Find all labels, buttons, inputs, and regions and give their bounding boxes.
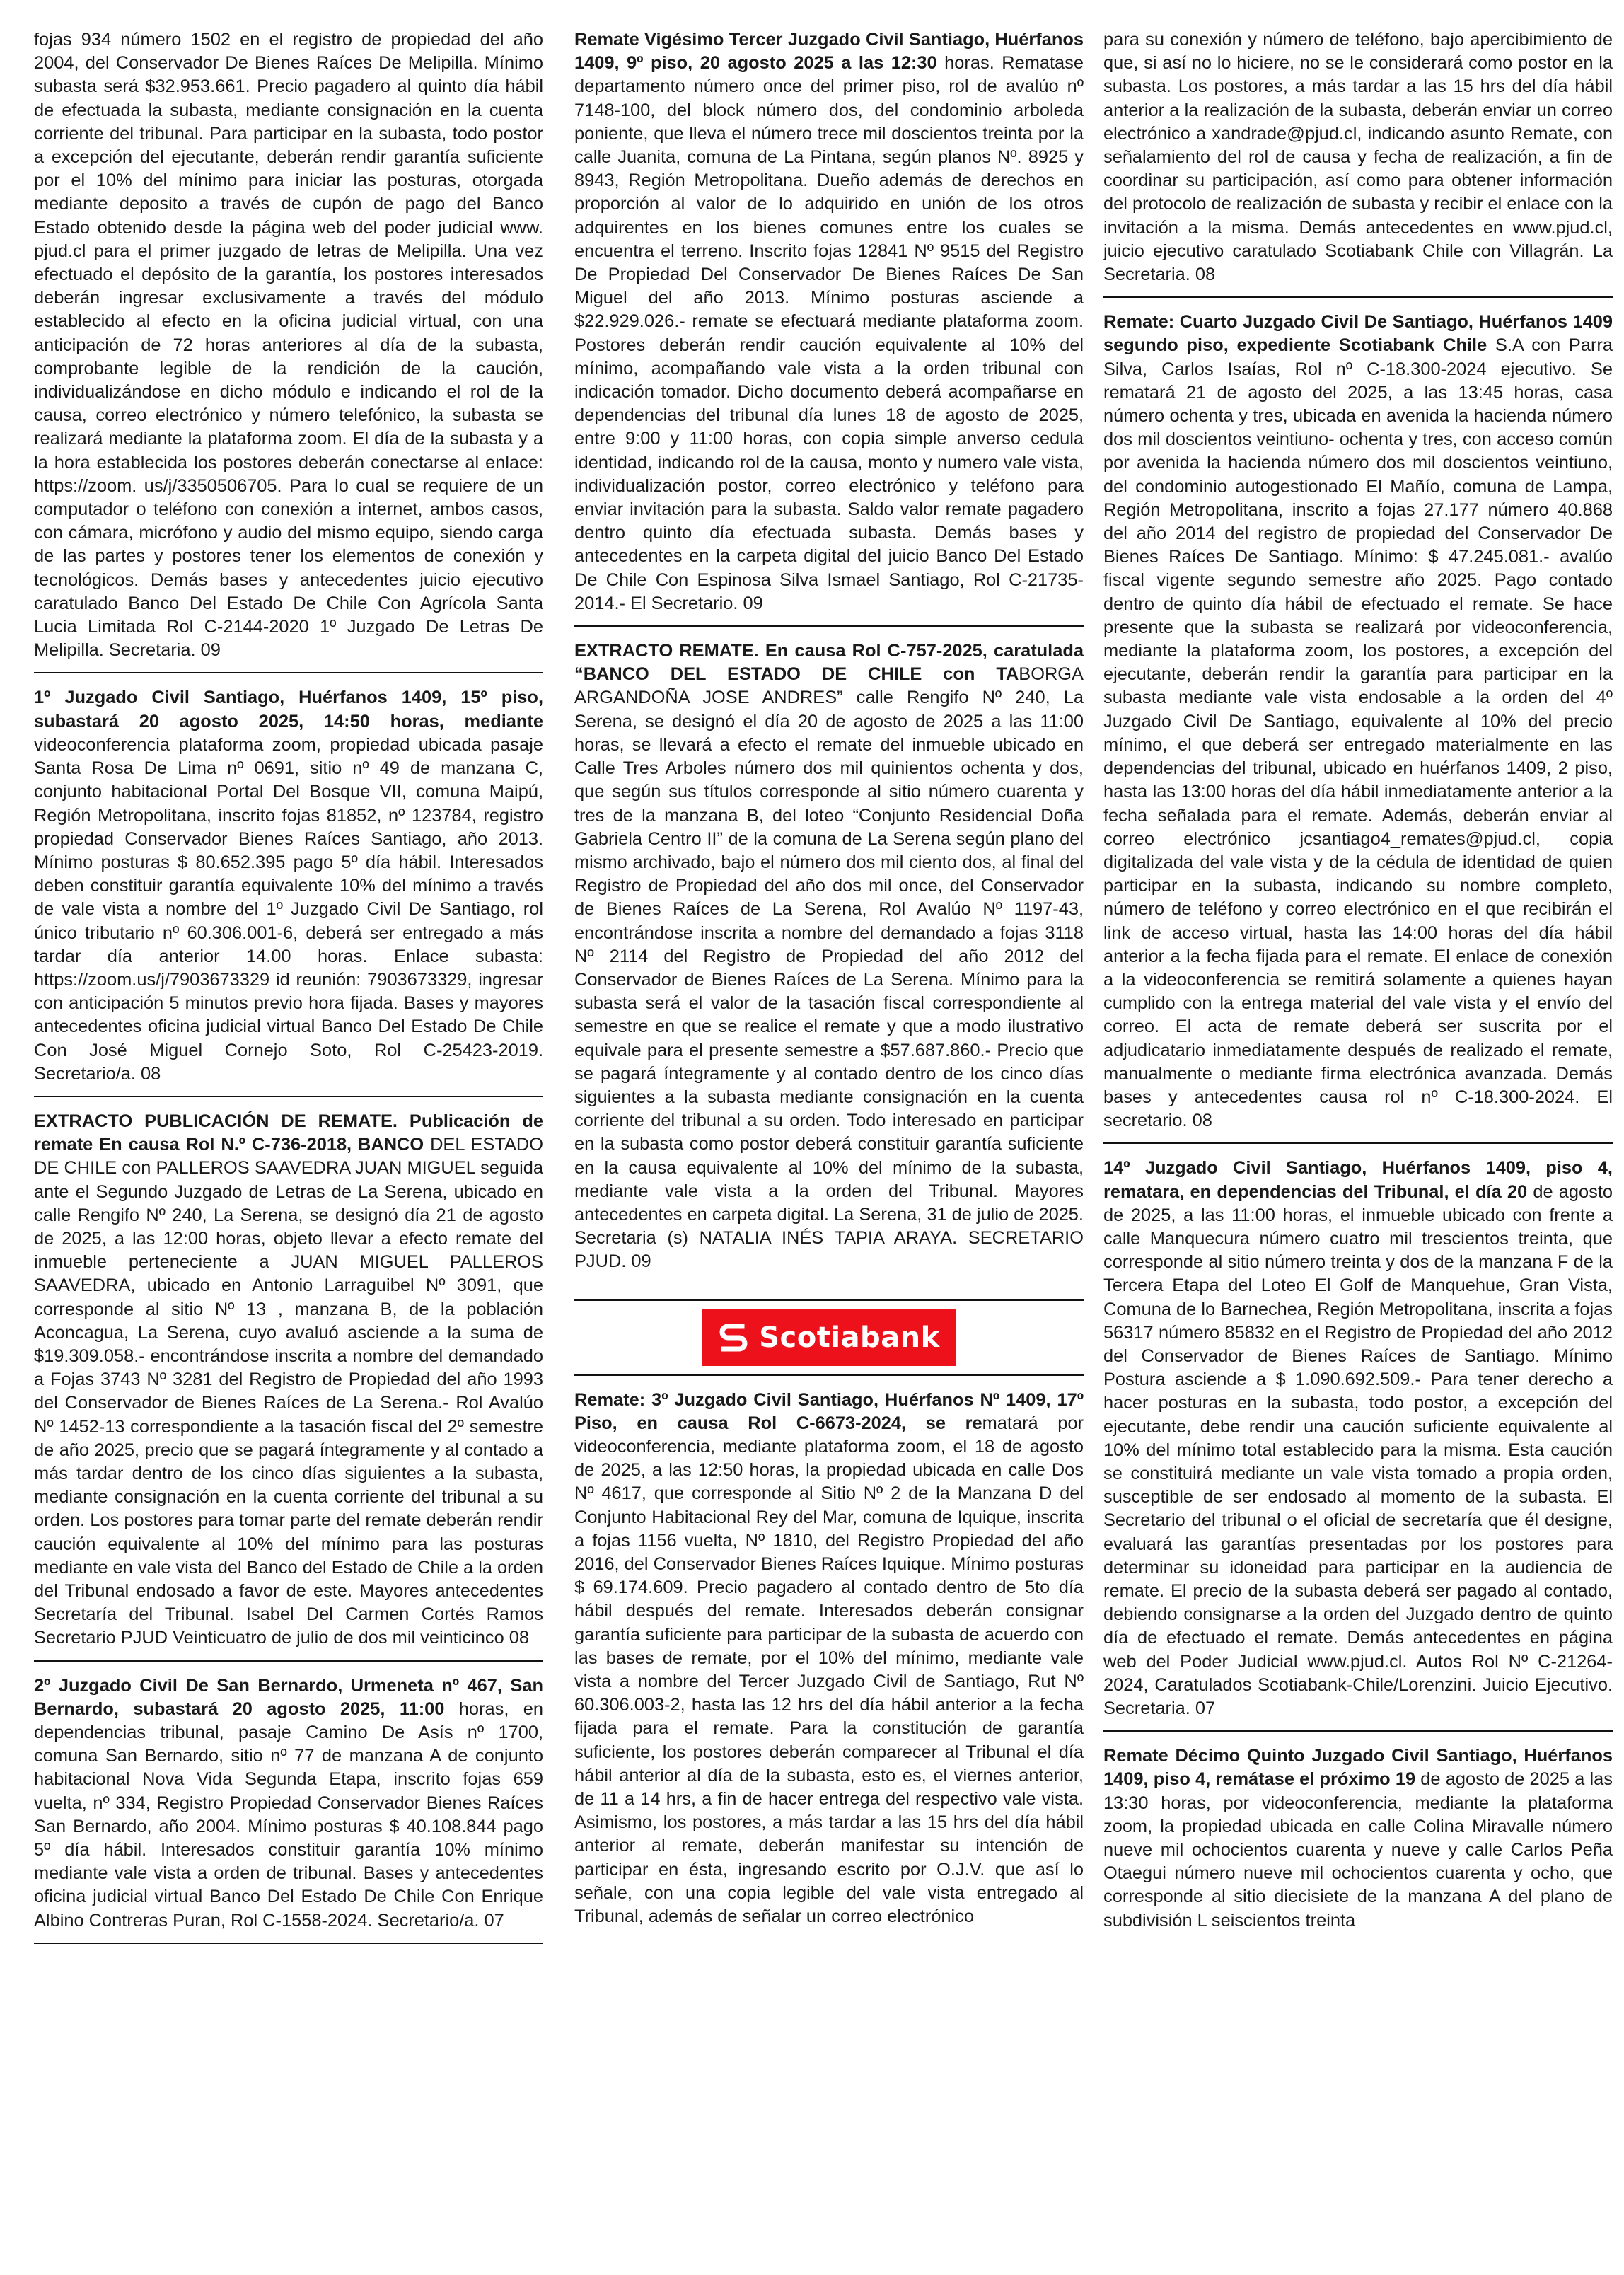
notice-vigesimo-tercer-juzgado [574, 28, 1084, 615]
notice-body: S.A con Parra Silva, Carlos Isaías, Rol nº C-18.300-2024 ejecutivo. Se rematará 21 de agosto del 2025, a las 13:45 horas, casa número ochenta y tres, ubicada en avenida la hacienda número dos mil doscientos veintiuno- ochenta y tres, con acceso común por avenida la hacienda número dos mil doscientos veintiuno, del condominio autogestionado El Mañío, comuna de Lampa, Región Metropolitana, inscrito a fojas 27.177 número 40.868 del año 2014 del registro de propiedad del Conservador De Bienes Raíces De Santiago. Mínimo: $ 47.245.081.- avalúo fiscal vigente segundo semestre año 2025. Pago contado dentro de quinto día hábil de efectuado el remate. Se hace presente que la subasta se realizará por videoconferencia, mediante la plataforma zoom, los postores, a excepción del ejecutante, deberán rendir la garantía para participar en la subasta mediante vale vista endosable a la orden del 4º Juzgado Civil De Santiago, equivalente al 10% del precio mínimo, el que deberá ser entregado materialmente en las dependencias del tribunal, ubicado en huérfanos 1409, 2 piso, hasta las 13:00 horas del día hábil inmediatamente anterior a la fecha señalada para el remate. Además, deberán enviar al correo electrónico jcsantiago4_remates@pjud.cl, copia digitalizada del vale vista y de la cédula de identidad de quien participar en la subasta, indicando su nombre completo, número de teléfono y correo electrónico en el que recibirán el link de acceso virtual, hasta las 14:00 horas del día hábil anterior a la fecha fijada para el remate. El enlace de conexión a la videoconferencia se remitirá solamente a quienes hayan cumplido con la entrega material del vale vista y el envío del correo. El acta de remate deberá ser suscrita por el adjudicatario inmediatamente después de realizado el remate, manualmente o mediante firma electrónica avanzada. Demás bases y antecedentes causa rol nº C-18.300-2024. El secretario. 08 [1103, 335, 1613, 1131]
notice-body: horas, en dependencias tribunal, pasaje Camino De Asís nº 1700, comuna San Bernardo, sitio nº 77 de manzana A de conjunto habitacional Nova Vida Segunda Etapa, inscrito fojas 659 vuelta, nº 334, Registro Propiedad Conservador Bienes Raíces San Bernardo, año 2004. Mínimo posturas $ 40.108.844 pago 5º día hábil. Interesados constituir garantía 10% mínimo mediante vale vista a orden de tribunal. Bases y antecedentes oficina judicial virtual Banco Del Estado De Chile Con Enrique Albino Contreras Puran, Rol C-1558-2024. Secretario/a. 07 [34, 1698, 544, 1930]
logo-wordmark: Scotiabank [759, 1321, 940, 1354]
scotiabank-logo [702, 1309, 956, 1366]
notice-continued-3-juzgado [1103, 28, 1613, 286]
divider [34, 1660, 543, 1662]
notice-heading: Remate: 3º Juzgado Civil Santiago, Huérfanos Nº 1409, 17º Piso, en causa Rol C-6673-2024, se re [574, 1389, 1084, 1433]
notice-decimo-quinto-juzgado [1103, 1744, 1613, 1933]
notice-heading: EXTRACTO PUBLICACIÓN DE REMATE. Publicación de remate En causa Rol N.º C-736-2018, BANCO [34, 1111, 543, 1155]
notice-body: horas. Rematase departamento número once del primer piso, rol de avalúo nº 7148-100, del block número dos, del condominio arboleda poniente, que lleva el número trece mil doscientos treinta por la calle Juanita, comuna de La Pintana, según planos Nº. 8925 y 8943, Región Metropolitana. Dueño además de derechos en proporción al valor de lo adquirido en unión de los otros adquirentes en los bienes comunes entre los cuales se encuentra el terreno. Inscrito fojas 12841 Nº 9515 del Registro De Propiedad Del Conservador De Bienes Raíces De San Miguel del año 2013. Mínimo posturas asciende a $22.929.026.- remate se efectuará mediante plataforma zoom. Postores deberán rendir caución equivalente al 10% del mínimo, acompañando vale vista a la orden tribunal con indicación tomador. Dicho documento deberá acompañarse en dependencias del tribunal día lunes 18 de agosto de 2025, entre 9:00 y 11:00 horas, con copia simple anverso cedula identidad, indicando rol de la causa, monto y numero vale vista, individualización postor, correo electrónico y teléfono para enviar invitación para la subasta. Saldo valor remate pagadero dentro quinto día efectuada subasta. Demás bases y antecedentes en la carpeta digital del juicio Banco Del Estado De Chile Con Espinosa Silva Ismael Santiago, Rol C-21735-2014.- El Secretario. 09 [574, 53, 1084, 613]
notice-body: DEL ESTADO DE CHILE con PALLEROS SAAVEDRA JUAN MIGUEL seguida ante el Segundo Juzgado de Letras de La Serena, ubicado en calle Rengifo Nº 240, La Serena, se designó día 21 de agosto de 2025, a las 12:00 horas, objeto llevar a efecto remate del inmueble perteneciente a JUAN MIGUEL PALLEROS SAAVEDRA, ubicado en Antonio Larraguibel Nº 3091, que corresponde al sitio Nº 13 , manzana B, de la población Aconcagua, La Serena, cuyo avaluó asciende a la suma de $19.309.058.- encontrándose inscrita a nombre del demandado a Fojas 3743 Nº 3281 del Registro de Propiedad del año 1993 del Conservador de Bienes Raíces de La Serena.- Rol Avalúo Nº 1452-13 correspondiente a la tasación fiscal del 2º semestre de año 2025, precio que se pagará íntegramente y al contado a más tardar dentro de los cinco días siguientes a la subasta, mediante consignación en la cuenta corriente del tribunal a su orden. Los postores para tomar parte del remate deberán rendir caución equivalente al 10% del mínimo para las posturas mediante en vale vista del Banco del Estado de Chile a la orden del Tribunal endosado a favor de este. Mayores antecedentes Secretaría del Tribunal. Isabel Del Carmen Cortés Ramos Secretario PJUD Veinticuatro de julio de dos mil veinticinco 08 [34, 1135, 543, 1648]
notice-extracto-publicacion-remate [34, 1110, 543, 1650]
divider [34, 1943, 543, 1944]
column-2 [574, 28, 1084, 1928]
divider [1103, 1730, 1613, 1732]
notice-heading: 1º Juzgado Civil Santiago, Huérfanos 1409, 15º piso, subastará 20 agosto 2025, 14:50 horas, mediante [34, 688, 543, 731]
column-3 [1103, 28, 1613, 1933]
scotiabank-s-icon [718, 1322, 749, 1353]
notice-heading: Remate Vigésimo Tercer Juzgado Civil Santiago, Huérfanos 1409, 9º piso, 20 agosto 2025 a las 12:30 [574, 30, 1084, 74]
notice-body: para su conexión y número de teléfono, bajo apercibimiento de que, si así no lo hiciere, no se le considerará como postor en la subasta. Los postores, a más tardar a las 15 hrs del día hábil anterior a la realización de la subasta, deberán enviar un correo electrónico a xandrade@pjud.cl, indicando asunto Remate, con señalamiento del rol de causa y fecha de realización, a fin de coordinar su participación, así como para obtener información del protocolo de realización de subasta y recibir el enlace con la invitación a la misma. Demás antecedentes en www.pjud.cl, juicio ejecutivo caratulado Scotiabank Chile con Villagrán. La Secretaria. 08 [1103, 30, 1613, 285]
notice-14-juzgado-civil [1103, 1157, 1613, 1720]
notice-heading: Remate Décimo Quinto Juzgado Civil Santiago, Huérfanos 1409, piso 4, remátase el próximo 19 [1103, 1746, 1613, 1790]
notice-1-juzgado-civil-santiago [34, 686, 543, 1085]
notice-2-juzgado-san-bernardo [34, 1674, 543, 1933]
notice-body: de agosto de 2025, a las 11:00 horas, el inmueble ubicado con frente a calle Manquecura número cuatro mil trescientos treinta, que corresponde al sitio número treinta y dos de la manzana F de la Tercera Etapa del Loteo El Golf de Manquehue, Gran Vista, Comuna de lo Barnechea, Región Metropolitana, inscrita a fojas 56317 número 85832 en el Registro de Propiedad del año 2012 del Conservador de Bienes Raíces de Santiago. Mínimo Postura asciende a $ 1.090.692.509.- Para tener derecho a hacer posturas en la subasta, todo postor, a excepción del ejecutante, debe rendir una caución suficiente equivalente al 10% del mínimo total establecido para la misma. Esta caución se constituirá mediante un vale vista tomado a propia orden, susceptible de ser endosado al momento de la subasta. El Secretario del tribunal o el oficial de secretaría que él designe, evaluará las garantías presentadas por los postores para determinar su idoneidad para participar en la audiencia de remate. El precio de la subasta deberá ser pagado al contado, debiendo consignarse a la orden del Juzgado dentro de quinto día de efectuado el remate. Demás antecedentes en página web del Poder Judicial www.pjud.cl. Autos Rol Nº C-21264-2024, Caratulados Scotiabank-Chile/Lorenzini. Juicio Ejecutivo. Secretaria. 07 [1103, 1181, 1613, 1719]
column-1 [34, 28, 543, 1957]
divider [1103, 1142, 1613, 1144]
notice-body: BORGA ARGANDOÑA JOSE ANDRES” calle Rengifo Nº 240, La Serena, se designó el día 20 de agosto de 2025 a las 11:00 horas, se llevará a efecto el remate del inmueble ubicado en Calle Tres Arboles número dos mil quinientos ochenta y dos, que según sus títulos corresponde al sitio número cuarenta y tres de la manzana B, del loteo “Conjunto Residencial Doña Gabriela Centro II” de la comuna de La Serena según plano del mismo archivado, bajo el número dos mil ciento dos, al final del Registro de Propiedad del año dos mil once, del Conservador de Bienes Raíces de La Serena, Rol Avalúo Nº 1197-43, encontrándose inscrita a nombre del demandado a fojas 3118 Nº 2114 del Registro de Propiedad del año 2012 del Conservador de Bienes Raíces de La Serena. Mínimo para la subasta será el valor de la tasación fiscal correspondiente al semestre en que se realice el remate y que a modo ilustrativo equivale para el presente semestre a $57.687.860.- Precio que se pagará íntegramente y al contado dentro de los cinco días siguientes a la subasta mediante consignación en la cuenta corriente del tribunal a su orden. Todo interesado en participar en la subasta como postor deberá constituir garantía suficiente en la causa equivalente al 10% del mínimo de la subasta, mediante vale vista a la orden del Tribunal. Mayores antecedentes en carpeta digital. La Serena, 31 de julio de 2025. Secretaria (s) NATALIA INÉS TAPIA ARAYA. SECRETARIO PJUD. 09 [574, 664, 1084, 1272]
divider [574, 625, 1084, 627]
divider [1103, 296, 1613, 298]
notice-body: videoconferencia plataforma zoom, propiedad ubicada pasaje Santa Rosa De Lima nº 0691, sitio nº 49 de manzana C, conjunto habitacional Portal Del Bosque VII, comuna Maipú, Región Metropolitana, inscrito fojas 81852, nº 123784, registro propiedad Conservador Bienes Raíces Santiago, año 2013. Mínimo posturas $ 80.652.395 pago 5º día hábil. Interesados deben constituir garantía equivalente 10% del mínimo a través de vale vista a nombre del 1º Juzgado Civil De Santiago, rol único tributario nº 60.306.001-6, deberá ser entregado a más tardar día anterior 14.00 horas. Enlace subasta: https://zoom.us/j/7903673329 id reunión: 7903673329, ingresar con anticipación 5 minutos previo hora fijada. Bases y mayores antecedentes oficina judicial virtual Banco Del Estado De Chile Con José Miguel Cornejo Soto, Rol C-25423-2019. Secretario/a. 08 [34, 734, 543, 1084]
notice-heading: EXTRACTO REMATE. En causa Rol C-757-2025, caratulada “BANCO DEL ESTADO DE CHILE con TA [574, 641, 1084, 685]
notice-heading: 2º Juzgado Civil De San Bernardo, Urmeneta nº 467, San Bernardo, subastará 20 agosto 2025, 11:00 [34, 1675, 543, 1719]
notice-heading: 14º Juzgado Civil Santiago, Huérfanos 1409, piso 4, rematara, en dependencias del Tribunal, el día 20 [1103, 1158, 1613, 1202]
notice-3-juzgado-civil-santiago [574, 1389, 1084, 1929]
notice-body: de agosto de 2025 a las 13:30 horas, por videoconferencia, mediante la plataforma zoom, la propiedad ubicada en calle Colina Miravalle número nueve mil ochocientos cuarenta y nueve y calle Carlos Peña Otaegui número nueve mil ochocientos cuarenta y ocho, que corresponde al sitio diecisiete de la manzana A del plano de subdivisión L seiscientos treinta [1103, 1769, 1613, 1930]
notice-continued-melipilla [34, 28, 543, 662]
sponsor-banner [574, 1299, 1084, 1376]
notice-heading: Remate: Cuarto Juzgado Civil De Santiago, Huérfanos 1409 segundo piso, expediente Scotiabank Chile [1103, 312, 1613, 356]
notice-body: matará por videoconferencia, mediante plataforma zoom, el 18 de agosto de 2025, a las 12:50 horas, la propiedad ubicada en calle Dos Nº 4617, que corresponde al Sitio Nº 2 de la Manzana D del Conjunto Habitacional Rey del Mar, comuna de Iquique, inscrita a fojas 1156 vuelta, Nº 1810, del Registro Propiedad del año 2016, del Conservador Bienes Raíces Iquique. Mínimo posturas $ 69.174.609. Precio pagadero al contado dentro de 5to día hábil después del remate. Interesados deberán consignar garantía suficiente para participar de la subasta de acuerdo con las bases de remate, por el 10% del mínimo, mediante vale vista a nombre del Tercer Juzgado Civil de Santiago, Rut Nº 60.306.003-2, hasta las 12 hrs del día hábil anterior a la fecha fijada para el remate. Para la constitución de garantía suficiente, los postores deberán comparecer al Tribunal el día hábil anterior al día de la subasta, esto es, el viernes anterior, de 11 a 14 hrs, a fin de hacer entrega del respectivo vale vista. Asimismo, los postores, a más tardar a las 15 hrs del día hábil anterior al remate, deberán manifestar su intención de participar en ésta, ingresando escrito por O.J.V. que así lo señale, con una copia legible del vale vista entregado al Tribunal, además de señalar un correo electrónico [574, 1413, 1084, 1927]
divider [34, 1096, 543, 1097]
notice-body: fojas 934 número 1502 en el registro de propiedad del año 2004, del Conservador De Bienes Raíces De Melipilla. Mínimo subasta será $32.953.661. Precio pagadero al quinto día hábil de efectuada la subasta, mediante consignación en la cuenta corriente del tribunal. Para participar en la subasta, todo postor a excepción del ejecutante, deberán rendir garantía suficiente por el 10% del mínimo para iniciar las posturas, otorgada mediante deposito a través de cupón de pago del Banco Estado obtenido desde la página web del poder judicial www. pjud.cl para el primer juzgado de letras de Melipilla. Una vez efectuado el depósito de la garantía, los postores interesados deberán ingresar exclusivamente a través del módulo establecido al efecto en la oficina judicial virtual, con una anticipación de 72 horas anteriores al día de la subasta, comprobante legible de la rendición de la caución, individualizándose en dicho módulo e indicando el rol de la causa, correo electrónico y número telefónico, la subasta se realizará mediante la plataforma zoom. El día de la subasta y a la hora establecida los postores deberán conectarse al enlace: https://zoom. us/j/3350506705. Para lo cual se requiere de un computador o teléfono con conexión a internet, ambos casos, con cámara, micrófono y audio del mismo equipo, siendo carga de las partes y postores tener los elementos de conexión y tecnológicos. Demás bases y antecedentes juicio ejecutivo caratulado Banco Del Estado De Chile Con Agrícola Santa Lucia Limitada Rol C-2144-2020 1º Juzgado De Letras De Melipilla. Secretaria. 09 [34, 30, 543, 661]
notice-cuarto-juzgado-civil [1103, 311, 1613, 1133]
divider [34, 672, 543, 673]
notice-extracto-remate-la-serena [574, 639, 1084, 1273]
